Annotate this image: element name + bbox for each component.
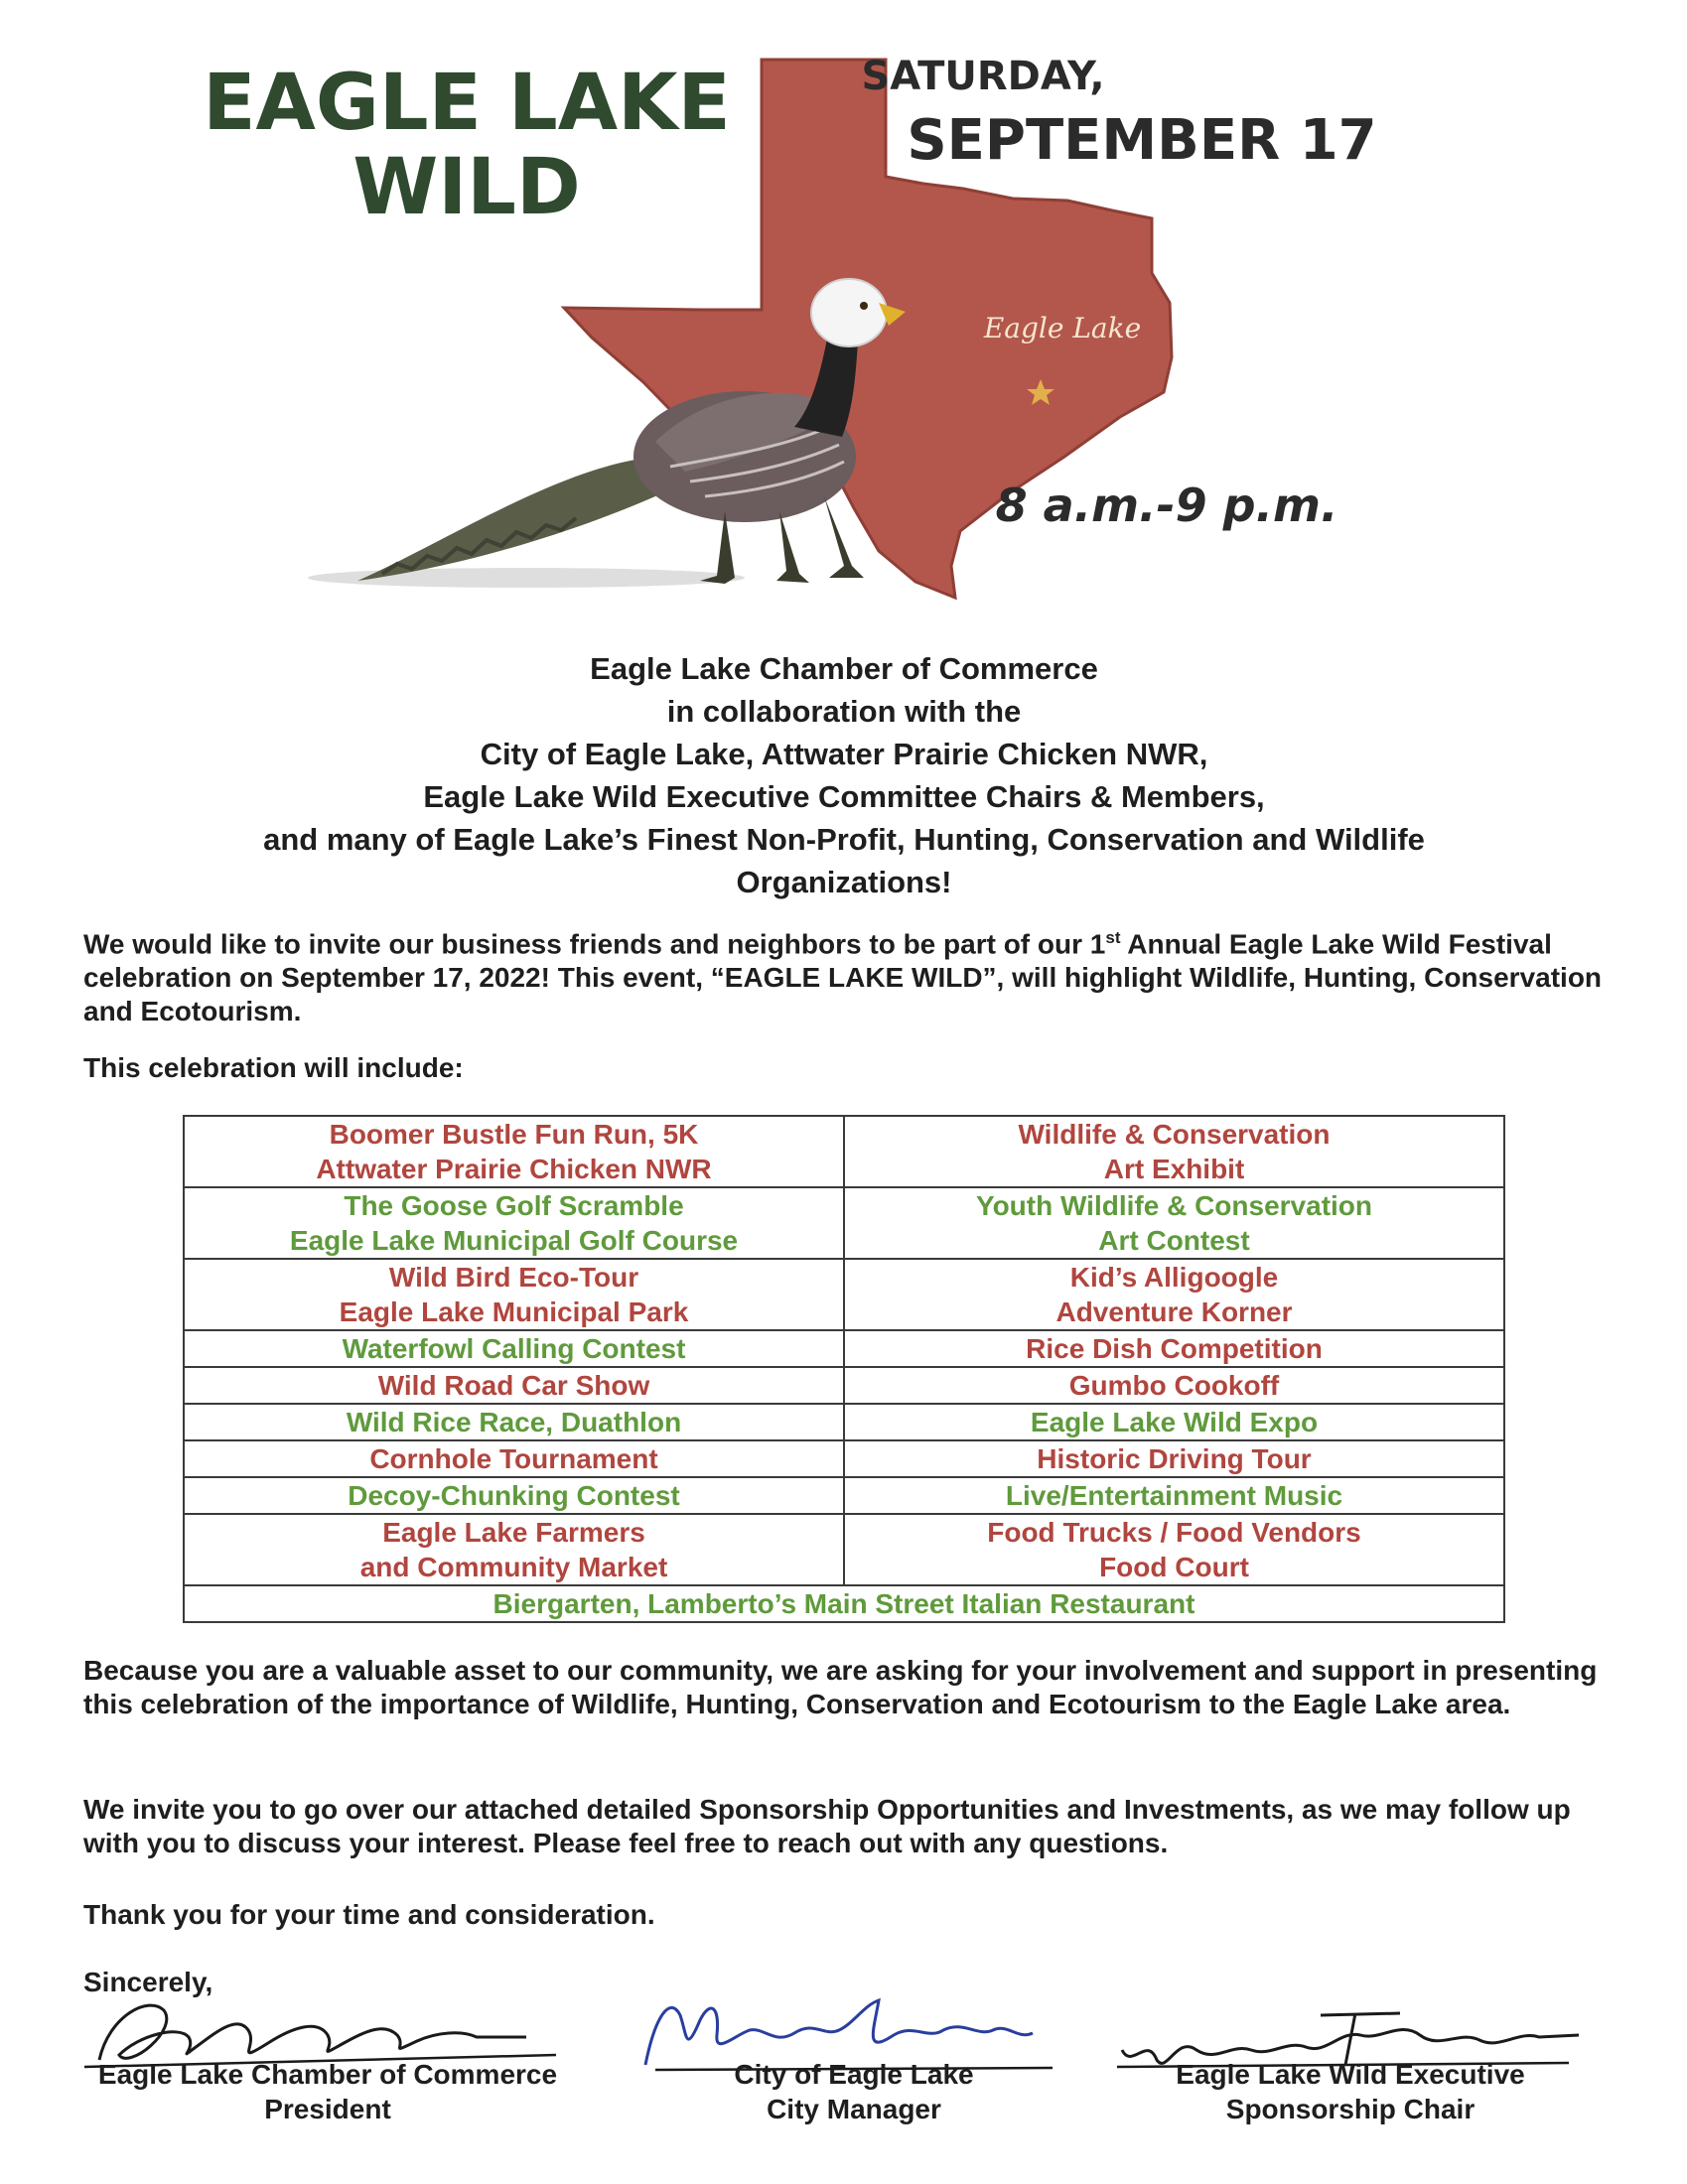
invite-text-start: We would like to invite our business friends and neighbors to be part of our 1 (83, 928, 1106, 960)
event-name: Art Contest (1098, 1225, 1250, 1256)
events-table-row (184, 1585, 1504, 1622)
event-cell-left (184, 1477, 844, 1514)
event-name: Eagle Lake Farmers (382, 1517, 645, 1548)
festival-hero-art (203, 30, 1380, 615)
sponsorship-paragraph: We invite you to go over our attached detailed Sponsorship Opportunities and Investments, as we may follow up with you to discuss your interest. Please feel free to reach out with any questions. (83, 1794, 1571, 1858)
event-cell-right (844, 1330, 1504, 1367)
intro-line: Organizations! (736, 865, 952, 899)
invite-ordinal-suffix: st (1105, 928, 1121, 947)
signer-role-sponsorship-chair: Sponsorship Chair (1225, 2094, 1476, 2124)
event-name: Wild Road Car Show (377, 1370, 650, 1401)
event-name: Wild Bird Eco-Tour (388, 1262, 639, 1293)
event-cell-left (184, 1330, 844, 1367)
event-cell-footer: Biergarten, Lamberto’s Main Street Italian Restaurant (184, 1585, 1504, 1622)
event-cell-left (184, 1440, 844, 1477)
events-table-row (184, 1440, 1504, 1477)
event-name: Youth Wildlife & Conservation (975, 1190, 1372, 1221)
event-hours: 8 a.m.-9 p.m. (995, 478, 1338, 532)
event-cell-left (184, 1404, 844, 1440)
event-name: Gumbo Cookoff (1068, 1370, 1280, 1401)
event-name: Eagle Lake Municipal Park (339, 1297, 689, 1327)
event-name: Eagle Lake Wild Expo (1030, 1407, 1319, 1437)
event-name: and Community Market (359, 1552, 668, 1582)
event-name: Live/Entertainment Music (1005, 1480, 1343, 1511)
event-name: Rice Dish Competition (1026, 1333, 1323, 1364)
event-name: Waterfowl Calling Contest (342, 1333, 686, 1364)
event-cell-left (184, 1259, 844, 1330)
event-cell-left (184, 1514, 844, 1585)
event-name: Cornhole Tournament (369, 1443, 658, 1474)
event-cell-right (844, 1514, 1504, 1585)
event-cell-left (184, 1367, 844, 1404)
event-name: The Goose Golf Scramble (344, 1190, 684, 1221)
event-name: Food Court (1099, 1552, 1249, 1582)
intro-line: in collaboration with the (666, 694, 1022, 729)
event-cell-right (844, 1404, 1504, 1440)
signature-block-executive (1102, 2045, 1599, 2184)
event-cell-right (844, 1116, 1504, 1187)
signature-block-chamber (70, 2045, 586, 2184)
event-name: Decoy-Chunking Contest (348, 1480, 680, 1511)
intro-line: Eagle Lake Chamber of Commerce (590, 651, 1098, 686)
event-cell-right (844, 1477, 1504, 1514)
event-title-line1: EAGLE LAKE (203, 59, 731, 148)
events-table-row (184, 1514, 1504, 1585)
event-name: Historic Driving Tour (1037, 1443, 1312, 1474)
events-table-row (184, 1477, 1504, 1514)
event-name: Wildlife & Conservation (1018, 1119, 1331, 1150)
events-table-body (184, 1116, 1504, 1622)
event-name: Boomer Bustle Fun Run, 5K (329, 1119, 699, 1150)
event-cell-right (844, 1259, 1504, 1330)
signer-role-city-manager: City Manager (767, 2094, 941, 2124)
invite-paragraph (83, 921, 1613, 1028)
events-table-row (184, 1404, 1504, 1440)
signer-role-president: President (264, 2094, 391, 2124)
map-location-label: Eagle Lake (983, 312, 1142, 344)
events-table-row (184, 1330, 1504, 1367)
support-paragraph: Because you are a valuable asset to our community, we are asking for your involvement and support in presenting this celebration of the importance of Wildlife, Hunting, Conservation and Ecotourism to the Eagle Lake area. (83, 1655, 1598, 1719)
intro-line: Eagle Lake Wild Executive Committee Chairs & Members, (423, 779, 1265, 814)
event-cell-right (844, 1440, 1504, 1477)
signer-org-city: City of Eagle Lake (734, 2059, 974, 2090)
event-name: Kid’s Alligoogle (1069, 1262, 1279, 1293)
event-date: SEPTEMBER 17 (907, 108, 1377, 173)
event-name: Art Exhibit (1103, 1154, 1245, 1184)
event-cell-right (844, 1367, 1504, 1404)
events-table-row (184, 1187, 1504, 1259)
event-cell-left (184, 1116, 844, 1187)
signer-org-chamber: Eagle Lake Chamber of Commerce (97, 2059, 558, 2090)
event-day: SATURDAY, (861, 54, 1105, 99)
events-table (183, 1115, 1505, 1623)
event-name: Food Trucks / Food Vendors (987, 1517, 1361, 1548)
events-table-row (184, 1259, 1504, 1330)
thanks-paragraph: Thank you for your time and consideration. (83, 1899, 655, 1930)
event-name: Attwater Prairie Chicken NWR (316, 1154, 712, 1184)
signature-block-city (626, 2045, 1082, 2184)
include-label: This celebration will include: (83, 1052, 464, 1083)
events-table-row (184, 1367, 1504, 1404)
intro-line: City of Eagle Lake, Attwater Prairie Chicken NWR, (480, 737, 1208, 771)
closing-salutation: Sincerely, (83, 1967, 213, 1997)
event-name: Adventure Korner (1055, 1297, 1293, 1327)
event-name: Eagle Lake Municipal Golf Course (289, 1225, 739, 1256)
event-name: Wild Rice Race, Duathlon (346, 1407, 682, 1437)
events-table-row (184, 1116, 1504, 1187)
intro-line: and many of Eagle Lake’s Finest Non-Profit, Hunting, Conservation and Wildlife (263, 822, 1425, 857)
event-title-line2: WILD (352, 143, 581, 232)
intro-block (60, 647, 1628, 903)
event-cell-left (184, 1187, 844, 1259)
event-cell-right (844, 1187, 1504, 1259)
signer-org-executive: Eagle Lake Wild Executive (1176, 2059, 1525, 2090)
invite-text-end: Annual Eagle Lake Wild Festival celebration on September 17, 2022! This event, “EAGLE LAKE WILD”, will highlight Wildlife, Hunting, Conservation and Ecotourism. (83, 928, 1603, 1027)
